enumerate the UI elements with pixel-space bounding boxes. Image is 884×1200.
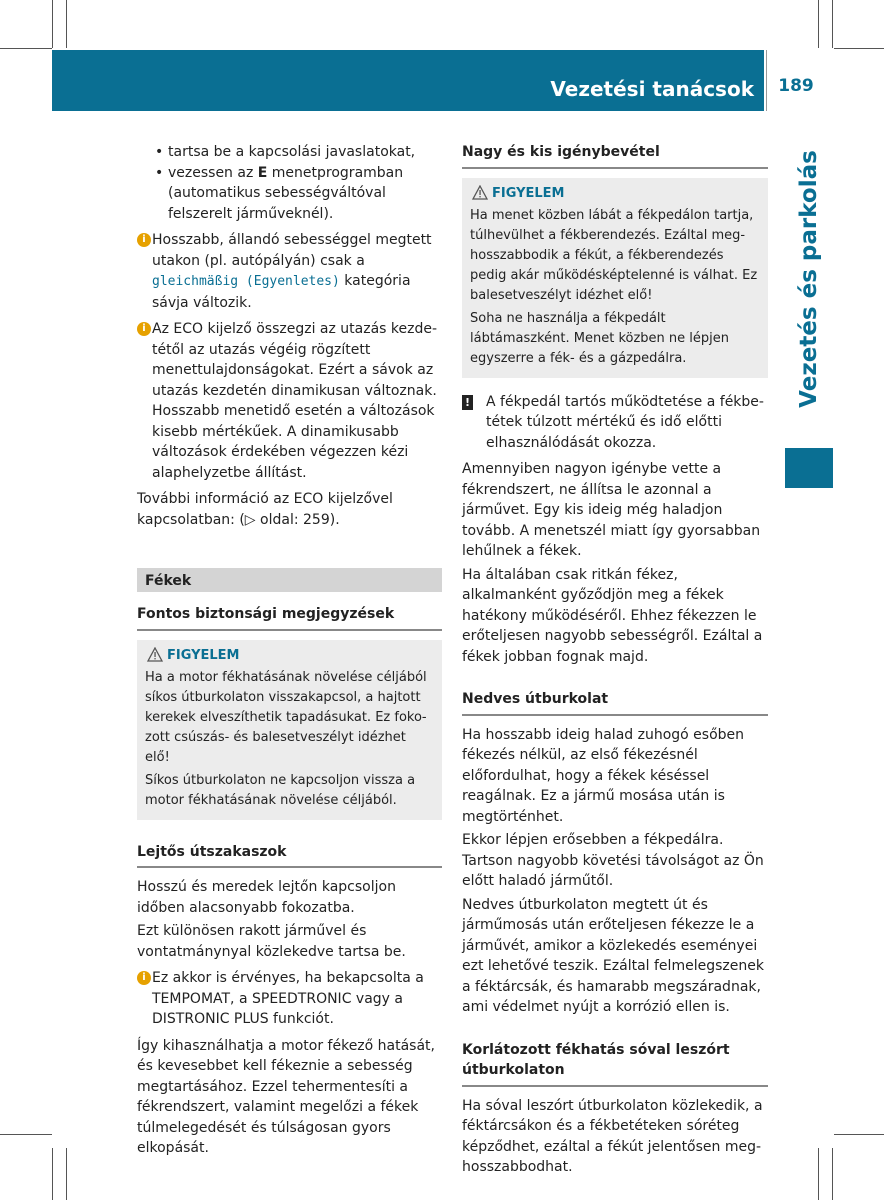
- header-divider: [766, 50, 767, 111]
- info-note: [137, 230, 442, 313]
- info-text: Ez akkor is érvényes, ha bekapcsolta a TEMPOMAT, a SPEEDTRONIC vagy a DISTRONIC PLUS funkciót.: [152, 970, 424, 1027]
- subsection-title: Nagy és kis igénybevétel: [462, 142, 768, 169]
- page-number: 189: [778, 76, 814, 96]
- body-text: Nedves útburkolaton megtett út és járműmosás után erőteljesen fékezze le a járművét, amikor a közlekedés eseményei ezt lehetővé teszik. Ezáltal felmelegszenek a féktárcsák, és hamarabb megszáradnak, ami védelmet nyújt a korrózió ellen is.: [462, 896, 764, 1015]
- warning-title-text: FIGYELEM: [492, 185, 565, 201]
- header-title: Vezetési tanácsok: [550, 77, 754, 101]
- crop-mark: [832, 1148, 833, 1200]
- info-icon: i: [137, 971, 151, 985]
- body-text: Ha sóval leszórt útburkolaton közlekedik, a féktárcsákon és a fékbetéteken sóréteg képződhet, ezáltal a fékút jelentősen meghosszabbodhat.: [462, 1097, 763, 1175]
- bullet-list: [137, 142, 442, 224]
- subsection-title: Korlátozott fékhatás sóval leszórt útburkolaton: [462, 1040, 768, 1087]
- crop-mark: [834, 48, 884, 49]
- body-text: Amennyiben nagyon igénybe vette a fékrendszert, ne állítsa le azonnal a járművet. Egy kis ideig még haladjon tovább. A menetszél miatt így gyorsabban lehűlnek a fékek.: [462, 461, 761, 559]
- warning-box: [462, 178, 768, 378]
- exclamation-icon: !: [462, 395, 473, 410]
- body-text: Ha általában csak ritkán fékez, alkalmanként győződjön meg a fékek hatékony működéséről. Ehhez fékezzen le erőteljesen nagyobb sebességről. Ezáltal a fékek jobban fognak majd.: [462, 566, 763, 665]
- more-info-text: További információ az ECO kijelzővel kapcsolatban: (▷ oldal: 259).: [137, 491, 393, 528]
- warning-title: [470, 184, 760, 204]
- crop-mark: [818, 0, 819, 48]
- warning-triangle-icon: [472, 185, 488, 200]
- left-column: [137, 142, 442, 1162]
- bullet-text: menetprogramban (automatikus sebességváltóval felszerelt járműveknél).: [168, 164, 404, 222]
- warning-title: [145, 646, 434, 666]
- crop-mark: [0, 48, 52, 49]
- crop-mark: [818, 1148, 819, 1200]
- body-text: Így kihasználhatja a motor fékező hatását, és kevesebbet kell fékeznie a sebesség megtartásához. Ezzel tehermentesíti a fékrendszert, valamint megelőzi a fékek túlmelegedését és túlságosan gyors elkopását.: [137, 1037, 435, 1156]
- warning-text: Ha menet közben lábát a fékpedálon tartja, túlhevülhet a fékberendezés. Ezáltal meghosszabbodik a fékút, a fékberendezés pedig akár működésképtelenné is válhat. Ez balesetveszélyt idézhet elő!: [470, 207, 758, 303]
- notice-note: [462, 392, 768, 454]
- program-letter: E: [257, 164, 268, 181]
- warning-triangle-icon: [147, 647, 163, 662]
- subsection-title: Nedves útburkolat: [462, 689, 768, 716]
- crop-mark: [66, 0, 67, 48]
- right-column: [462, 142, 768, 1181]
- side-tab-label: Vezetés és parkolás: [796, 150, 822, 408]
- side-tab-marker: [785, 448, 833, 488]
- crop-mark: [832, 0, 833, 48]
- info-note: [137, 968, 442, 1030]
- warning-title-text: FIGYELEM: [167, 647, 240, 663]
- info-text: Az ECO kijelző összegzi az utazás kezdetétől az utazás végéig rögzített menettulajdonságokat. Ezért a sávok az utazás kezdetén dinamikusan változnak. Hosszabb menetidő esetén a változások kisebb mértékűek. A dinamikusabb változások érdekében végezzen kézi alaphelyzetbe állítást.: [152, 321, 438, 481]
- body-text: Ezt különösen rakott járművel és vontatmánynyal közlekedve tartsa be.: [137, 923, 406, 960]
- list-item: • tartsa be a kapcsolási javaslatokat,: [155, 142, 442, 163]
- info-note: [137, 319, 442, 483]
- crop-mark: [66, 1148, 67, 1200]
- page-header: [52, 50, 764, 111]
- info-text: Hosszabb, állandó sebességgel megtett utakon (pl. autópályán) csak a: [152, 232, 432, 269]
- info-text: kategória sávja változik.: [152, 273, 411, 311]
- crop-mark: [52, 0, 53, 48]
- body-text: Hosszú és meredek lejtőn kapcsoljon időben alacsonyabb fokozatba.: [137, 879, 396, 916]
- warning-box: [137, 640, 442, 820]
- notice-text: A fékpedál tartós működtetése a fékbetétek túlzott mértékű és idő előtti elhasználódását okozza.: [486, 393, 764, 451]
- crop-mark: [834, 1134, 884, 1135]
- display-category: gleichmäßig (Egyenletes): [152, 274, 340, 289]
- warning-text: Ha a motor fékhatásának növelése céljából síkos útburkolaton visszakapcsol, a hajtott kerekek elveszíthetik tapadásukat. Ez fokozott csúszás- és balesetveszélyt idézhet elő!: [145, 669, 427, 765]
- crop-mark: [52, 1148, 53, 1200]
- section-title: Fékek: [137, 568, 442, 592]
- side-tab: [785, 111, 833, 448]
- list-item: [155, 163, 442, 225]
- subsection-title: Lejtős útszakaszok: [137, 842, 442, 869]
- body-text: Ha hosszabb ideig halad zuhogó esőben fékezés nélkül, az első fékezésnél előfordulhat, hogy a fékek késéssel reagálnak. Ez a jármű mosása után is megtörténhet.: [462, 726, 745, 825]
- body-text: Ekkor lépjen erősebben a fékpedálra. Tartson nagyobb követési távolságot az Ön előtt haladó járműtől.: [462, 832, 764, 889]
- bullet-text: vezessen az: [168, 164, 258, 181]
- info-icon: i: [137, 322, 151, 336]
- crop-mark: [0, 1134, 52, 1135]
- warning-text: Soha ne használja a fékpedált lábtámaszként. Menet közben ne lépjen egyszerre a fék- és a gázpedálra.: [470, 310, 730, 366]
- warning-text: Síkos útburkolaton ne kapcsoljon vissza a motor fékhatásának növelése céljából.: [145, 772, 416, 808]
- info-icon: i: [137, 233, 151, 247]
- subsection-title: Fontos biztonsági megjegyzések: [137, 604, 442, 631]
